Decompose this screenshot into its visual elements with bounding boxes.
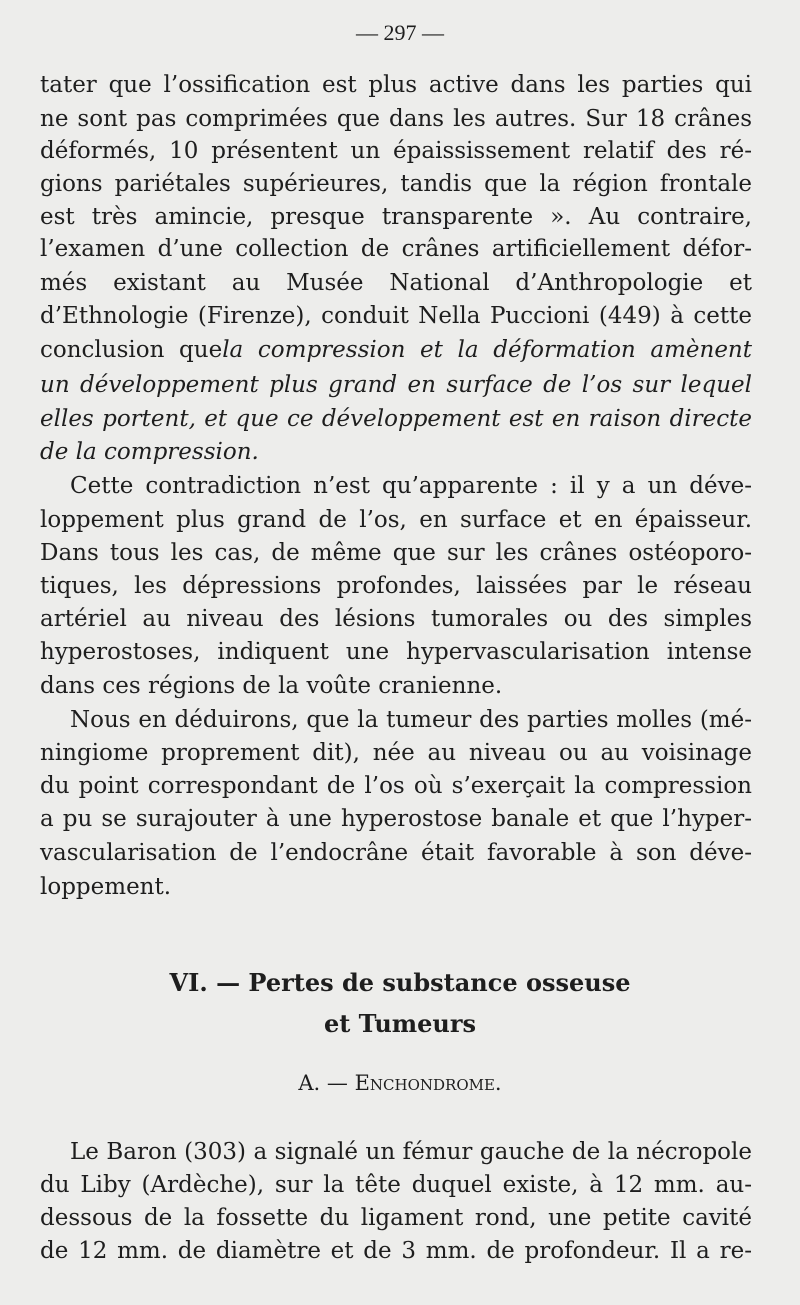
text-line: dans ces régions de la voûte cranienne. <box>40 673 503 699</box>
text-line: vascularisation de l’endocrâne était favorable à son déve- <box>40 840 752 866</box>
text-line: de la compression. <box>40 439 259 465</box>
text-line <box>40 335 752 365</box>
text-line: dessous de la fossette du ligament rond, une petite cavité <box>40 1205 752 1231</box>
text-line: un développement plus grand en surface de l’os sur lequel <box>40 372 752 398</box>
text-line: l’examen d’une collection de crânes artificiellement défor- <box>40 236 752 262</box>
text-line: déformés, 10 présentent un épaississement relatif des ré- <box>40 138 752 164</box>
text-line: loppement. <box>40 874 172 900</box>
subsection-title: A. — Enchondrome. <box>298 1071 502 1095</box>
section-title: VI. — Pertes de substance osseuse <box>169 968 631 997</box>
text-line: més existant au Musée National d’Anthropologie et <box>40 270 752 296</box>
text-line: gions pariétales supérieures, tandis que la région frontale <box>40 171 752 197</box>
text-line: du point correspondant de l’os où s’exerçait la compression <box>40 773 752 799</box>
text-normal: conclusion que <box>40 337 223 363</box>
text-line: d’Ethnologie (Firenze), conduit Nella Puccioni (449) à cette <box>40 303 752 329</box>
text-line: Le Baron (303) a signalé un fémur gauche de la nécropole <box>70 1139 752 1165</box>
text-line: ningiome proprement dit), née au niveau ou au voisinage <box>40 740 752 766</box>
text-line: loppement plus grand de l’os, en surface et en épaisseur. <box>40 507 752 533</box>
text-line: elles portent, et que ce développement est en raison directe <box>40 406 752 432</box>
text-line: tater que l’ossification est plus active dans les parties qui <box>40 72 752 98</box>
page-number: — 297 — <box>356 20 444 45</box>
section-title-continued: et Tumeurs <box>323 1009 477 1038</box>
text-line: est très amincie, presque transparente ». Au contraire, <box>40 204 752 230</box>
text-line: du Liby (Ardèche), sur la tête duquel existe, à 12 mm. au- <box>40 1172 752 1198</box>
text-line: ne sont pas comprimées que dans les autres. Sur 18 crânes <box>40 106 752 132</box>
text-line: de 12 mm. de diamètre et de 3 mm. de profondeur. Il a re- <box>40 1238 752 1264</box>
text-line: tiques, les dépressions profondes, laissées par le réseau <box>40 573 752 599</box>
text-line: Cette contradiction n’est qu’apparente : il y a un déve- <box>70 473 752 499</box>
text-line: hyperostoses, indiquent une hypervascularisation intense <box>40 639 752 665</box>
text-line: Nous en déduirons, que la tumeur des parties molles (mé- <box>70 707 752 733</box>
text-line: a pu se surajouter à une hyperostose banale et que l’hyper- <box>40 806 752 832</box>
text-line: Dans tous les cas, de même que sur les crânes ostéoporo- <box>40 540 752 566</box>
text-italic: la compression et la déformation amènent <box>222 337 752 363</box>
text-line: artériel au niveau des lésions tumorales ou des simples <box>40 606 752 632</box>
